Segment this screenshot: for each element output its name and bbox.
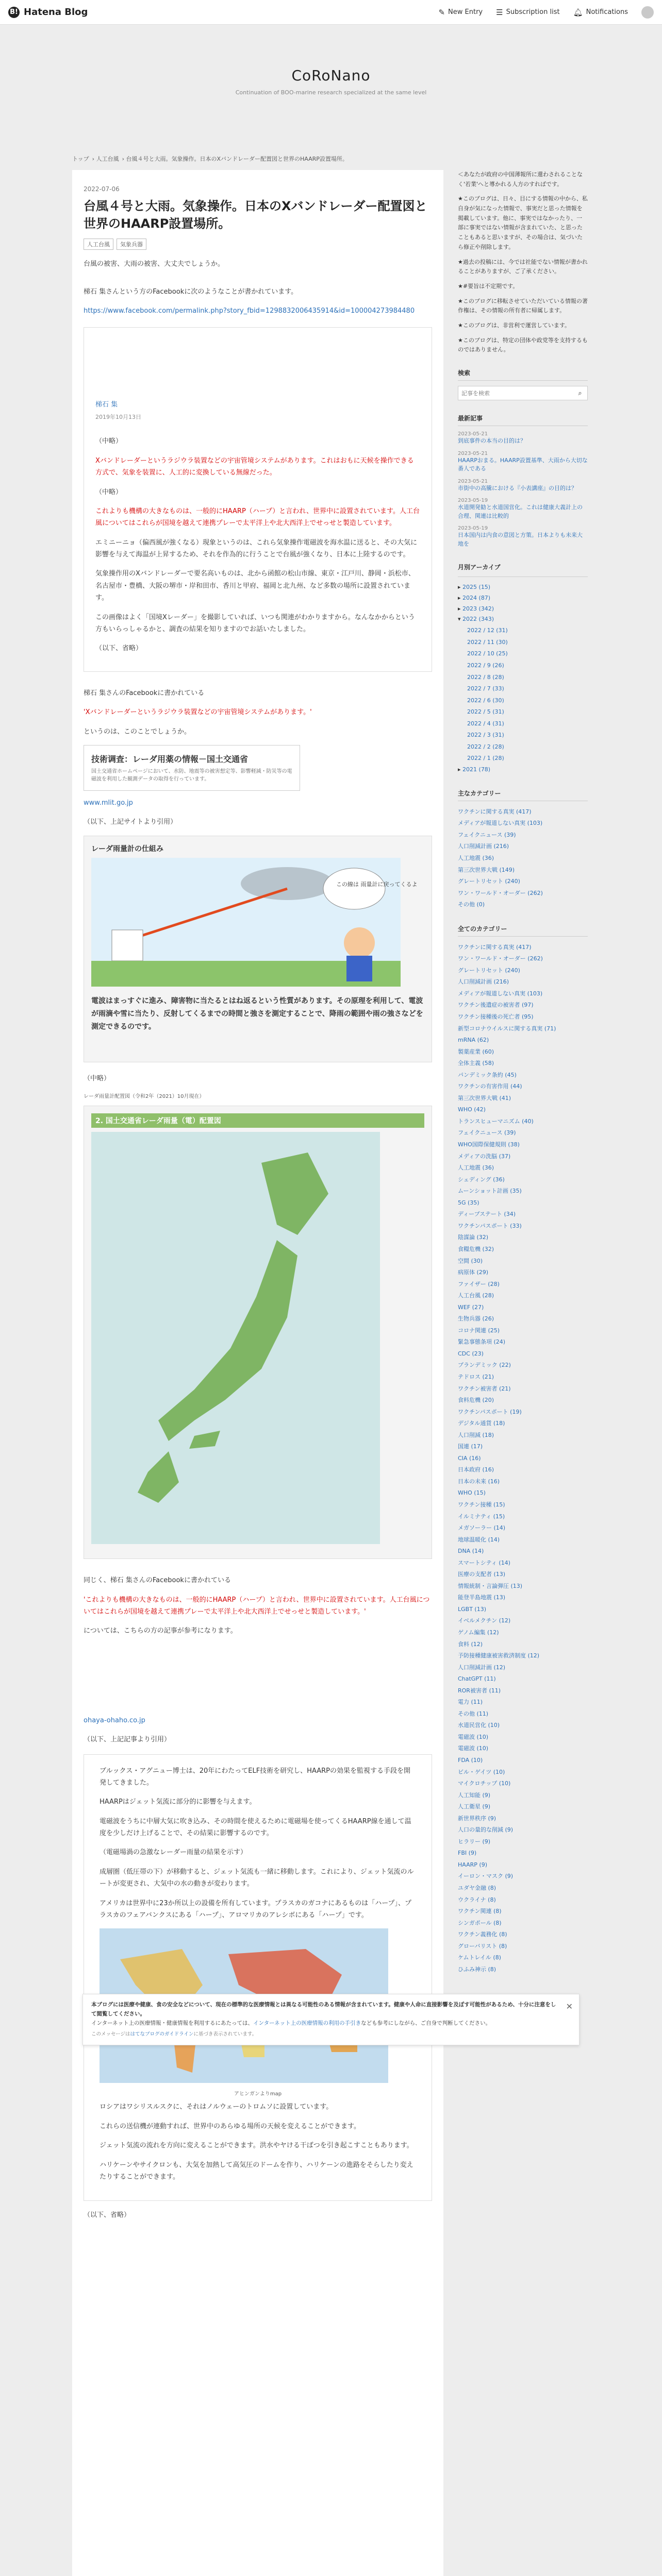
- sidebar-link[interactable]: 人口削減計画 (216): [458, 978, 509, 986]
- recent-entries: 最新記事 2023-05-21 到底事件の本当の目的は？ 2023-05-21 HAARPおまる。HAARP設置基準、大雨から大切な番人である 2023-05-21 市街中の高騰における『小表講座』の目的は？ 2023-05-19 水道開発勧と水道国営化。これは健康大義計上の合理、関連は比較的 2023-05-19 日本国内は内食の意図と方策。日本よりも未来大地を: [458, 414, 588, 548]
- sidebar-link[interactable]: ワン・ワールド・オーダー (262): [458, 955, 543, 962]
- sidebar-link[interactable]: シンガポール (8): [458, 1919, 502, 1926]
- sidebar-link[interactable]: CIA (16): [458, 1454, 481, 1462]
- quote-body-2: 気象操作用のXバンドレーダーで要名高いものは、北から函館の松山市線、東京・江戸川、静岡・浜松市、名古屋市・豊橋、大阪の堺市・岸和田市、香川と甲府、福岡と北九州、など多数の場所に設置されています。: [95, 570, 415, 602]
- sidebar-link[interactable]: ワクチンの有害作用 (44): [458, 1083, 522, 1090]
- sidebar-link[interactable]: 緊急事態条項 (24): [458, 1338, 506, 1346]
- sidebar-link[interactable]: 2022 / 9 (26): [467, 662, 504, 669]
- sidebar-link[interactable]: ディープステート (34): [458, 1211, 516, 1218]
- sidebar-link[interactable]: 2022 / 6 (30): [467, 697, 504, 704]
- sidebar-link[interactable]: テドロス (21): [458, 1373, 494, 1380]
- sidebar-link[interactable]: 医療の支配者 (13): [458, 1571, 506, 1578]
- sidebar-link[interactable]: ChatGPT (11): [458, 1675, 496, 1683]
- sidebar-link[interactable]: イルミナティ (15): [458, 1513, 505, 1520]
- sidebar-link[interactable]: CDC (23): [458, 1350, 484, 1357]
- sidebar-link[interactable]: WHO (15): [458, 1489, 486, 1497]
- quote-body-1: エミニーニョ（偏西風が強くなる）現象というのは、これら気象操作電磁波を海水温に送ると、その大気に影響を与えて海温が上昇するため、それを作為的に行うことで台風が強くなり、日本に上陸するのです。: [95, 538, 418, 559]
- pencil-icon: ✎: [438, 7, 445, 17]
- sidebar-link[interactable]: 2022 / 4 (31): [467, 720, 504, 727]
- hatena-logo-icon: B!: [8, 7, 20, 18]
- medical-guide-link[interactable]: インターネット上の医療情報の利用の手引き: [253, 2020, 361, 2026]
- sidebar-link[interactable]: 人工台風 (28): [458, 1292, 494, 1299]
- archive-year[interactable]: ▾ 2022 (343): [458, 616, 494, 623]
- new-entry-button[interactable]: ✎ New Entry: [438, 7, 483, 17]
- sidebar-link[interactable]: 水道民営化 (10): [458, 1722, 500, 1729]
- category-tag[interactable]: 気象兵器: [117, 239, 146, 250]
- reference-link[interactable]: ohaya-ohaho.co.jp: [84, 1716, 145, 1724]
- recent-item[interactable]: 2023-05-21 市街中の高騰における『小表講座』の目的は？: [458, 478, 577, 492]
- radar-figure-title: レーダ雨量計の仕組み: [91, 844, 163, 853]
- sidebar-link[interactable]: WHO国際保健規則 (38): [458, 1141, 520, 1148]
- category-tag[interactable]: 人工台風: [84, 239, 113, 250]
- link-card[interactable]: [84, 745, 300, 791]
- archive-year[interactable]: ▸ 2023 (342): [458, 605, 494, 612]
- sidebar-link[interactable]: 電力 (11): [458, 1699, 483, 1706]
- sidebar-link[interactable]: ゲノム編集 (12): [458, 1629, 499, 1636]
- intro-text-2: 梯石 集さんという方のFacebookに次のようなことが書かれています。: [84, 287, 298, 296]
- medical-notice-banner: ✕ 本ブログには医療や健康、食の安全などについて、現在の標準的な医療情報とは異なる可能性のある情報が含まれています。健康や人命に直接影響を及ぼす可能性があるため、十分に注意をして閲覧してください。 インターネット上の医療情報・健康情報を利用するにあたっては、インターネット上の医療情報の利用の手引きなども参考にしながら、ご自身で判断してください。 このメッセージははてなブログのガイドラインに基づき表示されています。: [82, 1994, 580, 2045]
- search-heading: 検索: [458, 368, 588, 381]
- breadcrumb-top[interactable]: トップ: [72, 156, 89, 162]
- sidebar-link[interactable]: ROR被害者 (11): [458, 1687, 501, 1694]
- sidebar-link[interactable]: グレートリセット (240): [458, 878, 520, 885]
- sidebar-link[interactable]: スマートシティ (14): [458, 1559, 510, 1566]
- sidebar-link[interactable]: 人工衛星 (9): [458, 1803, 491, 1810]
- sidebar-link[interactable]: ファイザー (28): [458, 1280, 500, 1287]
- fig-bubble-text: この線は 雨量計に戻ってくるよ: [336, 880, 418, 888]
- sidebar-link[interactable]: ワン・ワールド・オーダー (262): [458, 889, 543, 896]
- search-input[interactable]: [458, 386, 573, 400]
- sidebar: [458, 170, 588, 1975]
- sidebar-link[interactable]: 地球温暖化 (14): [458, 1536, 500, 1543]
- sidebar-link[interactable]: 2022 / 5 (31): [467, 708, 504, 716]
- sidebar-link[interactable]: 2022 / 10 (25): [467, 650, 508, 657]
- sidebar-link[interactable]: 人口の量的な削減 (9): [458, 1826, 514, 1834]
- bell-icon: 🔔︎: [573, 7, 583, 17]
- sidebar-link[interactable]: デジタル通貨 (18): [458, 1420, 505, 1427]
- sidebar-link[interactable]: ワクチンパスポート (33): [458, 1222, 522, 1229]
- sidebar-link[interactable]: ヒラリー (9): [458, 1838, 491, 1845]
- sidebar-link[interactable]: ひふみ神示 (8): [458, 1965, 496, 1973]
- blog-title[interactable]: CoRoNano: [291, 67, 371, 84]
- archive-year[interactable]: ▸ 2025 (15): [458, 583, 491, 590]
- reference-quote: ブルックス・アグニュー博士は、20年にわたってELF技術を研究し、HAARPの効果を監視する手段を開発してきました。 HAARPはジェット気流に部分的に影響を与えます。 電磁波をうちに中層大気に吹き込み、その時間を使えるために電磁場を使ってくるHAARP線を通して温度を少しだけ上げることで、その結果に影響するのです。 （電磁場渦の急激なレーダー雨量の結果を示す） 成層圏（低圧帯の下）が移動すると、ジェット気流も一緒に移動します。これにより、ジェット気流のルートが変更され、大気中の水の動きが変わります。 アメリカは世界中に23か所以上の設備を所有しています。プラスカのガコナにあるものは「ハープ」、プラスカのフェアバンクスにある「ハープ」、アロマリカのアレシボにある「ハープ」です。 アヒンガンよりmap ロシアはワシリスルスクに、それはノルウェーのトロムソに設置しています。 これらの送信機が連動すれば、世界中のあらゆる場所の天候を変えることができます。 ジェット気流の流れを方向に変えることができます。洪水やヤける干ばつを引き起こすこともあります。 ハリケーンやサイクロンも、大気を加熱して高気圧のドームを作り、ハリケーンの進路をそらしたり変えたりすることができます。: [84, 1754, 432, 2201]
- japan-map-illustration: [91, 1132, 380, 1544]
- blog-description: Continuation of BOO-marine research specialized at the same level: [235, 89, 427, 96]
- sidebar-link[interactable]: 人工知能 (9): [458, 1791, 491, 1799]
- archive-year[interactable]: ▸ 2024 (87): [458, 594, 491, 601]
- sidebar-link[interactable]: 人口削減 (18): [458, 1431, 494, 1438]
- user-avatar[interactable]: [641, 6, 654, 19]
- link-card-title: 技術调査：レーダ用薬の情報－国土交通省: [91, 754, 249, 764]
- quote-body-3: この画像はよく「国境Xレーダー」を撮影していれば、いつも関連がわかりますから。なんなかからという方もいらっしゃるかと、調査の結果を知りますのでお話いたしました。: [95, 613, 415, 634]
- sidebar-link[interactable]: グローバリスト (8): [458, 1942, 507, 1950]
- list-icon: ☰: [496, 7, 503, 17]
- sidebar-link[interactable]: 空間 (30): [458, 1257, 483, 1264]
- sidebar-link[interactable]: 2022 / 11 (30): [467, 638, 508, 646]
- sidebar-link[interactable]: ビル・ゲイツ (10): [458, 1768, 505, 1775]
- hatena-topbar: [0, 0, 662, 25]
- sidebar-link[interactable]: グレートリセット (240): [458, 967, 520, 974]
- quote-red-1: Xバンドレーダーというラジウラ装置などの宇宙管境システムがあります。これはおもに天候を操作できる方式で、気象を装置に、人工的に変換している無線だった。: [95, 456, 414, 477]
- breadcrumb: トップ › 人工台風 › 台風４号と大雨。気象操作。日本のXバンドレーダー配置図と世界のHAARP設置場所。: [72, 156, 348, 162]
- japan-map-title: 2. 国土交通省レーダ雨量（電）配置図: [91, 1113, 424, 1128]
- sidebar-link[interactable]: 人工地震 (36): [458, 1164, 494, 1172]
- sidebar-link[interactable]: メディアが報道しない真実 (103): [458, 820, 543, 827]
- fb-date: 2019年10月13日: [95, 414, 141, 421]
- sidebar-link[interactable]: ウクライナ (8): [458, 1896, 496, 1903]
- recent-item[interactable]: 2023-05-21 HAARPおまる。HAARP設置基準、大雨から大切な番人である: [458, 450, 588, 472]
- all-categories: 全てのカテゴリー ワクチンに関する真実 (417) ワン・ワールド・オーダー (262) グレートリセット (240) 人口削減計画 (216) メディアが報道しない真実 (103) ワクチン後遺症の被害者 (97) ワクチン接種後の死亡者 (95) 新型コロナウイルスに関する真実 (71) mRNA (62) 製薬産業 (60) 全体主義 (58) パンデミック条約 (45) ワクチンの有害作用 (44) 第三次世界大戦 (41) WHO (42) トランスヒューマニズム (40) フェイクニュース (39) WHO国際保健規則 (38) メディアの洗脳 (37) 人工地震 (36) シェディング (36) ムーンショット計画 (35) 5G (35) ディープステート (34) ワクチンパスポート (33) 陰謀論 (32) 食糧危機 (32) 空間 (30) 病原体 (29) ファイザー (28) 人工台風 (28) WEF (27) 生物兵器 (26) コロナ関連 (25) 緊急事態条項 (24) CDC (23) プランデミック (22) テドロス (21) ワクチン被害者 (21) 食料危機 (20) ワクチンパスポート (19) デジタル通貨 (18) 人口削減 (18) 国連 (17) CIA (16) 日本政府 (16) 日本の未来 (16) WHO (15) ワクチン接種 (15) イルミナティ (15) メガソーラー (14) 地球温暖化 (14) DNA (14) スマートシティ (14) 医療の支配者 (13) 情報統制・言論弾圧 (13) 能登半島地震 (13) LGBT (13) イベルメクチン (12) ゲノム編集 (12) 食料 (12) 予防接種健康被害救済制度 (12) 人口削減計画 (12) ChatGPT (11) ROR被害者 (11) 電力 (11) その他 (11) 水道民営化 (10) 電磁波 (10) 電磁波 (10) FDA (10) ビル・ゲイツ (10) マイクロチップ (10) 人工知能 (9) 人工衛星 (9) 新世界秩序 (9) 人口の量的な削減 (9) ヒラリー (9) FBI (9) HAARP (9) イーロン・マスク (9) ユダヤ金融 (8) ウクライナ (8) ワクチン関連 (8) シンガポール (8) ワクチン義務化 (8) グローバリスト (8) ケムトレイル (8) ひふみ神示 (8): [458, 924, 588, 1976]
- map-caption: レーダ雨量計配置図（令和2年（2021）10月現在）: [84, 1094, 205, 1100]
- sidebar-link[interactable]: 5G (35): [458, 1199, 479, 1206]
- radar-figure-text: 電波はまっすぐに進み、障害物に当たるとはね返るという性質があります。その原理を利用して、電波が雨滴や雪に当たり、反射してくるまでの時間と強さを測定することで、降雨の範囲や雨の強さなどを測定できるのです。: [91, 996, 423, 1031]
- sidebar-link[interactable]: 新型コロナウイルスに関する真実 (71): [458, 1025, 556, 1032]
- search-icon[interactable]: ⌕: [578, 389, 582, 397]
- subscription-list-button[interactable]: ☰ Subscription list: [496, 7, 560, 17]
- sidebar-link[interactable]: プランデミック (22): [458, 1362, 511, 1369]
- sidebar-link[interactable]: WEF (27): [458, 1303, 484, 1311]
- recent-item[interactable]: 2023-05-19 水道開発勧と水道国営化。これは健康大義計上の合理、関連は比較的: [458, 498, 583, 519]
- sidebar-link[interactable]: FDA (10): [458, 1757, 483, 1764]
- sidebar-link[interactable]: 国連 (17): [458, 1443, 483, 1450]
- sidebar-link[interactable]: 予防接種健康被害救済制度 (12): [458, 1652, 540, 1659]
- article-date[interactable]: 2022-07-06: [84, 185, 120, 193]
- sidebar-link[interactable]: HAARP (9): [458, 1861, 487, 1868]
- article: 2022-07-06 台風４号と大雨。気象操作。日本のXバンドレーダー配置図と世界のHAARP設置場所。 人工台風 気象兵器 台風の被害、大雨の被害、大丈夫でしょうか。 梯石 集さんという方のFacebookに次のようなことが書かれています。 https://www.facebook.com/permalink.php?story_fbid=1298832006435914&id=100004273984480 梯石 集 2019年10月13日 （中略） Xバンドレーダーというラジウラ装置などの宇宙管境システムがあります。これはおもに天候を操作できる方式で、気象を装置に、人工的に変換している無線だった。 （中略） これよりも機構の大きなものは、一般的にHAARP（ハープ）と言われ、世界中に設置されています。人工台風についてはこれらが国境を越えて連携プレーで太平洋上や北大西洋上でせっせと製造しています。 エミニーニョ（偏西風が強くなる）現象というのは、これら気象操作電磁波を海水温に送ると、その大気に影響を与えて海温が上昇するため、それを作為的に行うことで台風が強くなり、日本に上陸するのです。 気象操作用のXバンドレーダーで要名高いものは、北から函館の松山市線、東京・江戸川、静岡・浜松市、名古屋市・豊橋、大阪の堺市・岸和田市、香川と甲府、福岡と北九州、など多数の場所に設置されています。 この画像はよく「国境Xレーダー」を撮影していれば、いつも関連がわかりますから。なんなかからという方もいらっしゃるかと、調査の結果を知りますのでお話いたしました。 （以下、省略） 梯石 集さんのFacebookに書かれている 'Xバンドレーダーというラジウラ装置などの宇宙管境システムがあります。' というのは、このことでしょうか。 技術调査：レーダ用薬の情報－国土交通省 国土交通省ホームページにおいて、水防、地震等の被害想定等、影響軽減・防災等の電磁波を利用した観測データの取得を行っています。 www.mlit.go.jp （以下、上記サイトより引用） レーダ雨量計の仕組み この線は 雨量計に戻ってくるよ 電波はまっすぐに進み、障害物に当たるとはね返るという性質があります。その原理を利用して、電波が雨滴や雪に当たり、反射してくるまでの時間と強さを測定することで、降雨の範囲や雨の強さなどを測定できるのです。 （中略） レーダ雨量計配置図（令和2年（2021）10月現在） 2. 国土交通省レーダ雨量（電）配置図 同じく、梯石 集さんのFacebookに書かれている 'これよりも機構の大きなものは、一般的にHAARP（ハープ）と言われ、世界中に設置されています。人工台風についてはこれらが国境を越えて連携プレーで太平洋上や北大西洋上でせっせと製造しています。' については、こちらの方の記事が参考になります。 ohaya-ohaho.co.jp （以下、上記記事より引用） ブルックス・アグニュー博士は、20年にわたってELF技術を研究し、HAARPの効果を監視する手段を開発してきました。 HAARPはジェット気流に部分的に影響を与えます。 電磁波をうちに中層大気に吹き込み、その時間を使えるために電磁場を使ってくるHAARP線を通して温度を少しだけ上げることで、その結果に影響するのです。 （電磁場渦の急激なレーダー雨量の結果を示す） 成層圏（低圧帯の下）が移動すると、ジェット気流も一緒に移動します。これにより、ジェット気流のルートが変更され、大気中の水の動きが変わります。 アメリカは世界中に23か所以上の設備を所有しています。プラスカのガコナにあるものは「ハープ」、プラスカのフェアバンクスにある「ハープ」、アロマリカのアレシボにある「ハープ」です。 アヒンガンよりmap ロシアはワシリスルスクに、それはノルウェーのトロムソに設置しています。 これらの送信機が連動すれば、世界中のあらゆる場所の天候を変えることができます。 ジェット気流の流れを方向に変えることができます。洪水やヤける干ばつを引き起こすこともあります。 ハリケーンやサイクロンも、大気を加熱して高気圧のドームを作り、ハリケーンの進路をそらしたり変えたりすることができます。 （以下、省略）: [72, 170, 443, 2576]
- sidebar-link[interactable]: ムーンショット計画 (35): [458, 1188, 522, 1195]
- sidebar-link[interactable]: 第三次世界大戦 (41): [458, 1094, 511, 1101]
- sidebar-link[interactable]: 第三次世界大戦 (149): [458, 866, 515, 873]
- sidebar-link[interactable]: WHO (42): [458, 1106, 486, 1113]
- sidebar-link[interactable]: 2022 / 2 (28): [467, 743, 504, 750]
- sidebar-link[interactable]: 情報統制・言論弾圧 (13): [458, 1582, 523, 1589]
- sidebar-link[interactable]: マイクロチップ (10): [458, 1780, 511, 1787]
- sidebar-link[interactable]: 食糧危機 (32): [458, 1245, 494, 1252]
- sidebar-link[interactable]: 生物兵器 (26): [458, 1315, 494, 1323]
- sidebar-link[interactable]: 新世界秩序 (9): [458, 1815, 496, 1822]
- sidebar-link[interactable]: フェイクニュース (39): [458, 831, 516, 838]
- sidebar-link[interactable]: LGBT (13): [458, 1605, 486, 1613]
- sidebar-link[interactable]: 電磁波 (10): [458, 1733, 489, 1740]
- link-card-site[interactable]: www.mlit.go.jp: [84, 799, 133, 807]
- japan-radar-map: [84, 1106, 432, 1559]
- sidebar-link[interactable]: 陰謀論 (32): [458, 1234, 489, 1241]
- sidebar-link[interactable]: その他 (11): [458, 1710, 489, 1717]
- intro-text: 台風の被害、大雨の被害、大丈夫でしょうか。: [84, 260, 225, 268]
- search-section: [458, 368, 588, 400]
- sidebar-link[interactable]: 2022 / 1 (28): [467, 755, 504, 762]
- quote-red-2: これよりも機構の大きなものは、一般的にHAARP（ハープ）と言われ、世界中に設置されています。人工台風についてはこれらが国境を越えて連携プレーで太平洋上や北大西洋上でせっせと製造しています。: [95, 507, 420, 528]
- breadcrumb-current: 台風４号と大雨。気象操作。日本のXバンドレーダー配置図と世界のHAARP設置場所。: [126, 156, 348, 162]
- guideline-link[interactable]: はてなブログのガイドライン: [130, 2031, 194, 2037]
- sidebar-link[interactable]: ワクチンに関する真実 (417): [458, 943, 532, 951]
- sidebar-link[interactable]: 製薬産業 (60): [458, 1048, 494, 1055]
- sidebar-link[interactable]: 食料危機 (20): [458, 1397, 494, 1404]
- sidebar-link[interactable]: mRNA (62): [458, 1037, 489, 1044]
- sidebar-link[interactable]: ワクチン被害者 (21): [458, 1385, 511, 1392]
- sidebar-link[interactable]: ケムトレイル (8): [458, 1954, 501, 1961]
- breadcrumb-category[interactable]: 人工台風: [96, 156, 119, 162]
- search-box: [458, 386, 588, 400]
- sidebar-link[interactable]: その他 (0): [458, 901, 485, 908]
- sidebar-link[interactable]: メディアが報道しない真実 (103): [458, 990, 543, 997]
- sidebar-link[interactable]: ユダヤ金融 (8): [458, 1885, 496, 1892]
- sidebar-link[interactable]: トランスヒューマニズム (40): [458, 1117, 534, 1125]
- sidebar-link[interactable]: ワクチンパスポート (19): [458, 1408, 522, 1415]
- sidebar-link[interactable]: FBI (9): [458, 1850, 477, 1857]
- sidebar-link[interactable]: 病原体 (29): [458, 1269, 489, 1276]
- facebook-embed: 梯石 集 2019年10月13日 （中略） Xバンドレーダーというラジウラ装置などの宇宙管境システムがあります。これはおもに天候を操作できる方式で、気象を装置に、人工的に変換している無線だった。 （中略） これよりも機構の大きなものは、一般的にHAARP（ハープ）と言われ、世界中に設置されています。人工台風についてはこれらが国境を越えて連携プレーで太平洋上や北大西洋上でせっせと製造しています。 エミニーニョ（偏西風が強くなる）現象というのは、これら気象操作電磁波を海水温に送ると、その大気に影響を与えて海温が上昇するため、それを作為的に行うことで台風が強くなり、日本に上陸するのです。 気象操作用のXバンドレーダーで要名高いものは、北から函館の松山市線、東京・江戸川、静岡・浜松市、名古屋市・豊橋、大阪の堺市・岸和田市、香川と甲府、福岡と北九州、など多数の場所に設置されています。 この画像はよく「国境Xレーダー」を撮影していれば、いつも関連がわかりますから。なんなかからという方もいらっしゃるかと、調査の結果を知りますのでお話いたしました。 （以下、省略）: [84, 327, 432, 671]
- sidebar-link[interactable]: イベルメクチン (12): [458, 1617, 511, 1624]
- sidebar-link[interactable]: コロナ関連 (25): [458, 1327, 500, 1334]
- main-categories: 主なカテゴリー ワクチンに関する真実 (417) メディアが報道しない真実 (103) フェイクニュース (39) 人口削減計画 (216) 人工地震 (36) 第三次世界大戦 (149) グレートリセット (240) ワン・ワールド・オーダー (262) その他 (0): [458, 789, 588, 911]
- recent-item[interactable]: 2023-05-19 日本国内は内食の意図と方策。日本よりも未来大地を: [458, 526, 583, 547]
- radar-illustration: [91, 858, 418, 987]
- sidebar-link[interactable]: 日本政府 (16): [458, 1466, 494, 1473]
- sidebar-link[interactable]: 日本の未来 (16): [458, 1478, 500, 1485]
- sidebar-link[interactable]: ワクチンに関する真実 (417): [458, 808, 532, 815]
- sidebar-link[interactable]: ワクチン後遺症の被害者 (97): [458, 1002, 534, 1009]
- sidebar-link[interactable]: 全体主義 (58): [458, 1060, 494, 1067]
- sidebar-link[interactable]: ワクチン義務化 (8): [458, 1931, 507, 1938]
- close-icon[interactable]: ✕: [566, 2002, 573, 2011]
- sidebar-link[interactable]: 電磁波 (10): [458, 1745, 489, 1752]
- sidebar-link[interactable]: ワクチン関連 (8): [458, 1908, 502, 1915]
- sidebar-link[interactable]: 2022 / 12 (31): [467, 627, 508, 634]
- sidebar-link[interactable]: DNA (14): [458, 1548, 484, 1555]
- facebook-link[interactable]: https://www.facebook.com/permalink.php?story_fbid=1298832006435914&id=100004273984480: [84, 307, 415, 315]
- archive-section: 月別アーカイブ ▸ 2025 (15) ▸ 2024 (87) ▸ 2023 (342) ▾ 2022 (343) 2022 / 12 (31) 2022 / 11 (30) 2022 / 10 (25) 2022 / 9 (26) 2022 / 8 (28) 2022 / 7 (33) 2022 / 6 (30) 2022 / 5 (31) 2022 / 4 (31) 2022 / 3 (31) 2022 / 2 (28) 2022 / 1 (28) ▸ 2021 (78): [458, 562, 588, 775]
- sidebar-link[interactable]: メディアの洗脳 (37): [458, 1153, 511, 1160]
- sidebar-link[interactable]: 人工地震 (36): [458, 855, 494, 861]
- recent-item[interactable]: 2023-05-21 到底事件の本当の目的は？: [458, 431, 526, 444]
- world-map-caption: アヒンガンよりmap: [234, 2091, 282, 2097]
- sidebar-link[interactable]: メガソーラー (14): [458, 1524, 506, 1532]
- sidebar-link[interactable]: ワクチン接種後の死亡者 (95): [458, 1013, 534, 1021]
- blog-header: [0, 67, 662, 96]
- sidebar-link[interactable]: フェイクニュース (39): [458, 1129, 516, 1137]
- hatena-logo-text: Hatena Blog: [24, 7, 88, 18]
- sidebar-link[interactable]: シェディング (36): [458, 1176, 505, 1183]
- sidebar-link[interactable]: 能登半島地震 (13): [458, 1594, 506, 1601]
- notifications-button[interactable]: 🔔︎ Notifications: [573, 7, 628, 17]
- archive-year[interactable]: ▸ 2021 (78): [458, 766, 491, 773]
- sidebar-link[interactable]: パンデミック条約 (45): [458, 1071, 517, 1078]
- sidebar-link[interactable]: 2022 / 3 (31): [467, 732, 504, 739]
- sidebar-link[interactable]: ワクチン接種 (15): [458, 1501, 505, 1508]
- sidebar-link[interactable]: 人口削減計画 (216): [458, 843, 509, 850]
- about-section: ＜あなたが政府の中国薄報所に還わされることなく'若業'へと導かれる人方のすればです。 ★このブログは、日々、目にする情報の中から、私自身が気になった情報で、事実だと思った情報を掲載しています。他に、事実ではなかったり、一部に事実ではない情報が含まれていた、と思ったこともあると思いますが、その場合は、気づいたら修正や削除します。 ★過去の投稿には、今では社能でない情報が書かれることがありますが、ご了承ください。 ★#要旨は不定期です。 ★このブログに移転させていただいている情報の著作権は、その情報の所有者に帰属します。 ★このブログは、非営利で運営しています。 ★このブログは、特定の団体や政党等を支持するものではありません。: [458, 171, 588, 353]
- sidebar-link[interactable]: 人口削減計画 (12): [458, 1664, 506, 1671]
- link-card-desc: 国土交通省ホームページにおいて、水防、地震等の被害想定等、影響軽減・防災等の電磁波を利用した観測データの取得を行っています。: [91, 769, 292, 782]
- sidebar-link[interactable]: イーロン・マスク (9): [458, 1873, 514, 1880]
- sidebar-link[interactable]: 2022 / 8 (28): [467, 673, 504, 681]
- radar-figure: [84, 836, 432, 1062]
- hatena-logo[interactable]: [8, 7, 88, 18]
- sidebar-link[interactable]: 2022 / 7 (33): [467, 685, 504, 692]
- article-title[interactable]: 台風４号と大雨。気象操作。日本のXバンドレーダー配置図と世界のHAARP設置場所。: [84, 199, 427, 231]
- sidebar-link[interactable]: 食料 (12): [458, 1640, 483, 1648]
- fb-author[interactable]: 梯石 集: [95, 401, 118, 409]
